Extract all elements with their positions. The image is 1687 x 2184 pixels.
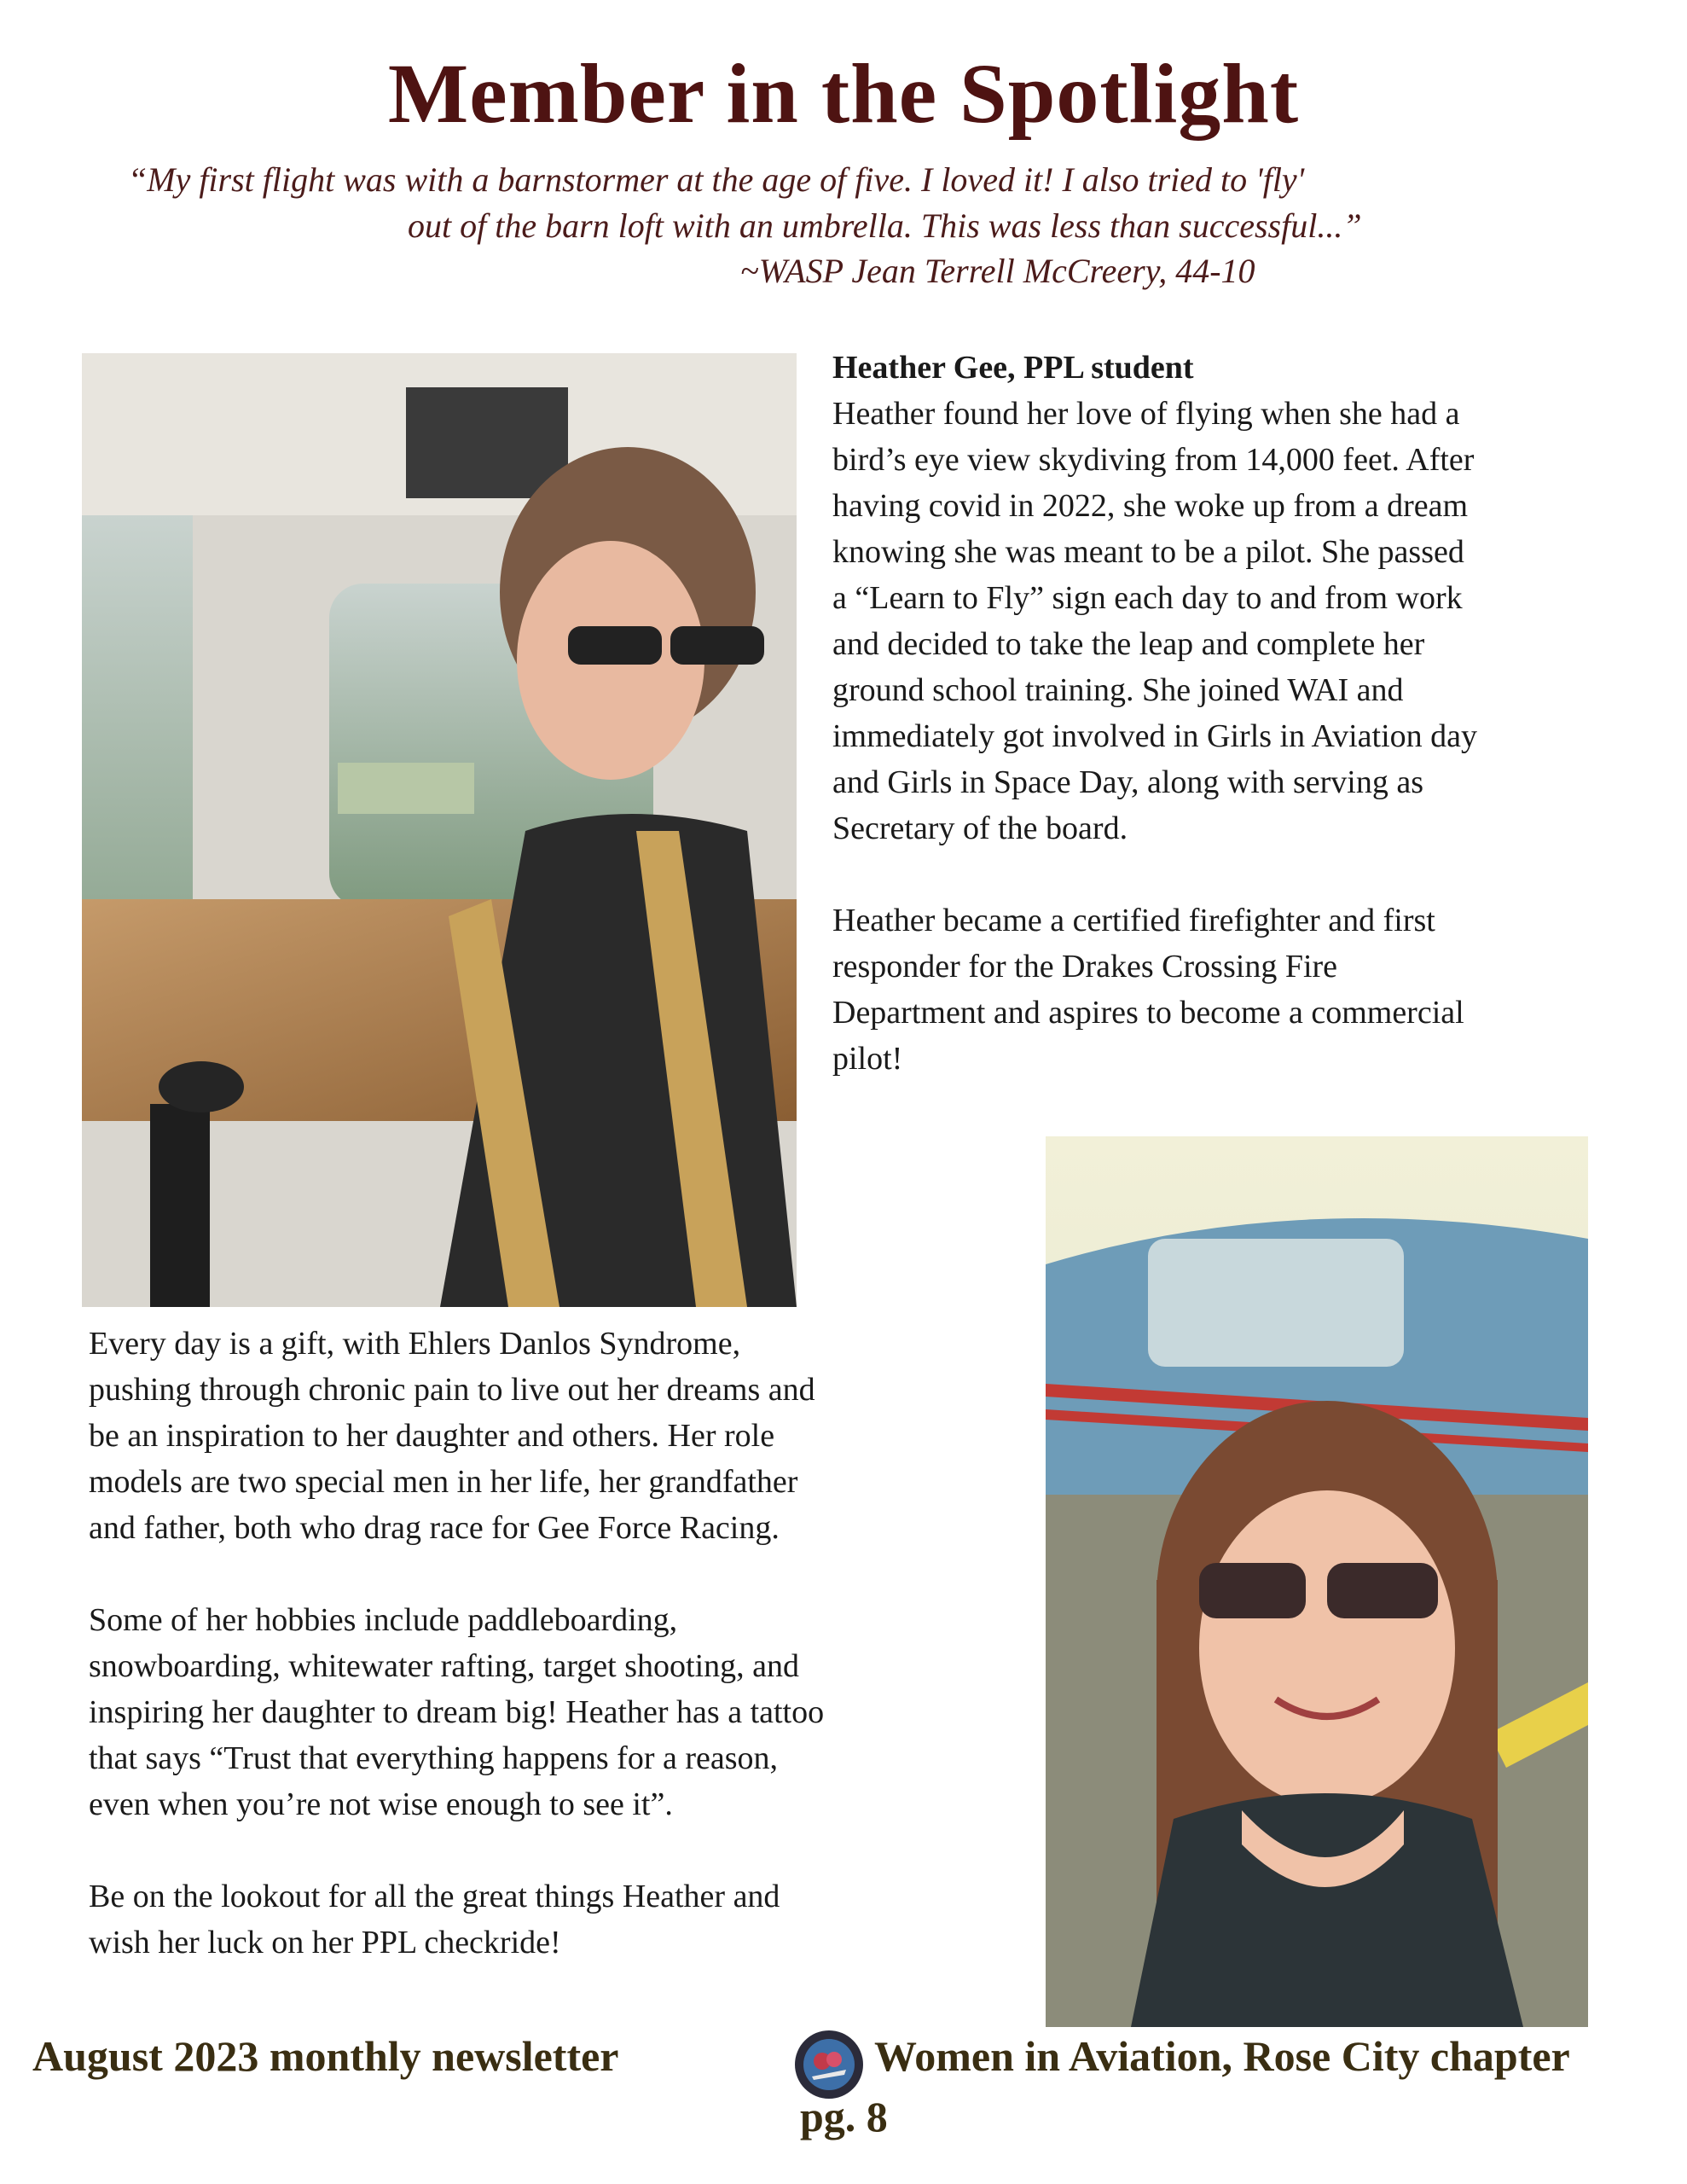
- paragraph-line: that says “Trust that everything happens for a reason,: [89, 1740, 779, 1776]
- cockpit-photo: [82, 353, 797, 1307]
- paragraph-line: Secretary of the board.: [832, 810, 1128, 846]
- paragraph-line: Be on the lookout for all the great things Heather and: [89, 1879, 780, 1914]
- profile-right-text: [832, 345, 1477, 1082]
- paragraph-line: be an inspiration to her daughter and others. Her role: [89, 1418, 775, 1454]
- paragraph-line: ground school training. She joined WAI and: [832, 672, 1404, 708]
- chapter-logo: [793, 2029, 865, 2100]
- paragraph-line: Every day is a gift, with Ehlers Danlos Syndrome,: [89, 1326, 741, 1362]
- quote-line-1: “My first flight was with a barnstormer at the age of five. I loved it! I also tried to 'fly': [128, 160, 1305, 199]
- quote-attribution: ~WASP Jean Terrell McCreery, 44-10: [740, 252, 1255, 290]
- paragraph-line: Heather became a certified firefighter and first: [832, 903, 1435, 938]
- paragraph-line: models are two special men in her life, her grandfather: [89, 1464, 798, 1500]
- paragraph-line: Department and aspires to become a commercial: [832, 995, 1464, 1031]
- paragraph-line: a “Learn to Fly” sign each day to and from work: [832, 580, 1463, 616]
- paragraph-line: Some of her hobbies include paddleboarding,: [89, 1602, 678, 1638]
- paragraph-line: responder for the Drakes Crossing Fire: [832, 949, 1338, 985]
- quote-line-2: out of the barn loft with an umbrella. This was less than successful...”: [408, 206, 1362, 245]
- paragraph-line: immediately got involved in Girls in Aviation day: [832, 718, 1478, 754]
- airplane-selfie-photo: [1046, 1136, 1588, 2027]
- page-number: pg. 8: [800, 2093, 888, 2140]
- profile-left-text: [89, 1321, 824, 1966]
- paragraph-line: knowing she was meant to be a pilot. She passed: [832, 534, 1464, 570]
- paragraph-line: and Girls in Space Day, along with serving as: [832, 764, 1423, 800]
- paragraph-line: inspiring her daughter to dream big! Heather has a tattoo: [89, 1694, 825, 1730]
- footer-organization: Women in Aviation, Rose City chapter: [874, 2032, 1570, 2080]
- paragraph-line: and decided to take the leap and complete her: [832, 626, 1425, 662]
- paragraph-line: Heather found her love of flying when she had a: [832, 396, 1460, 432]
- paragraph-line: pilot!: [832, 1041, 903, 1077]
- paragraph-line: snowboarding, whitewater rafting, target shooting, and: [89, 1648, 799, 1684]
- page-title: Member in the Spotlight: [387, 46, 1300, 141]
- paragraph-line: wish her luck on her PPL checkride!: [89, 1925, 561, 1960]
- paragraph-line: pushing through chronic pain to live out her dreams and: [89, 1372, 815, 1408]
- paragraph-line: even when you’re not wise enough to see it”.: [89, 1786, 673, 1822]
- paragraph-line: having covid in 2022, she woke up from a dream: [832, 488, 1469, 524]
- footer-newsletter: August 2023 monthly newsletter: [32, 2032, 619, 2080]
- profile-heading: Heather Gee, PPL student: [832, 350, 1194, 386]
- paragraph-line: and father, both who drag race for Gee Force Racing.: [89, 1510, 780, 1546]
- paragraph-line: bird’s eye view skydiving from 14,000 feet. After: [832, 442, 1475, 478]
